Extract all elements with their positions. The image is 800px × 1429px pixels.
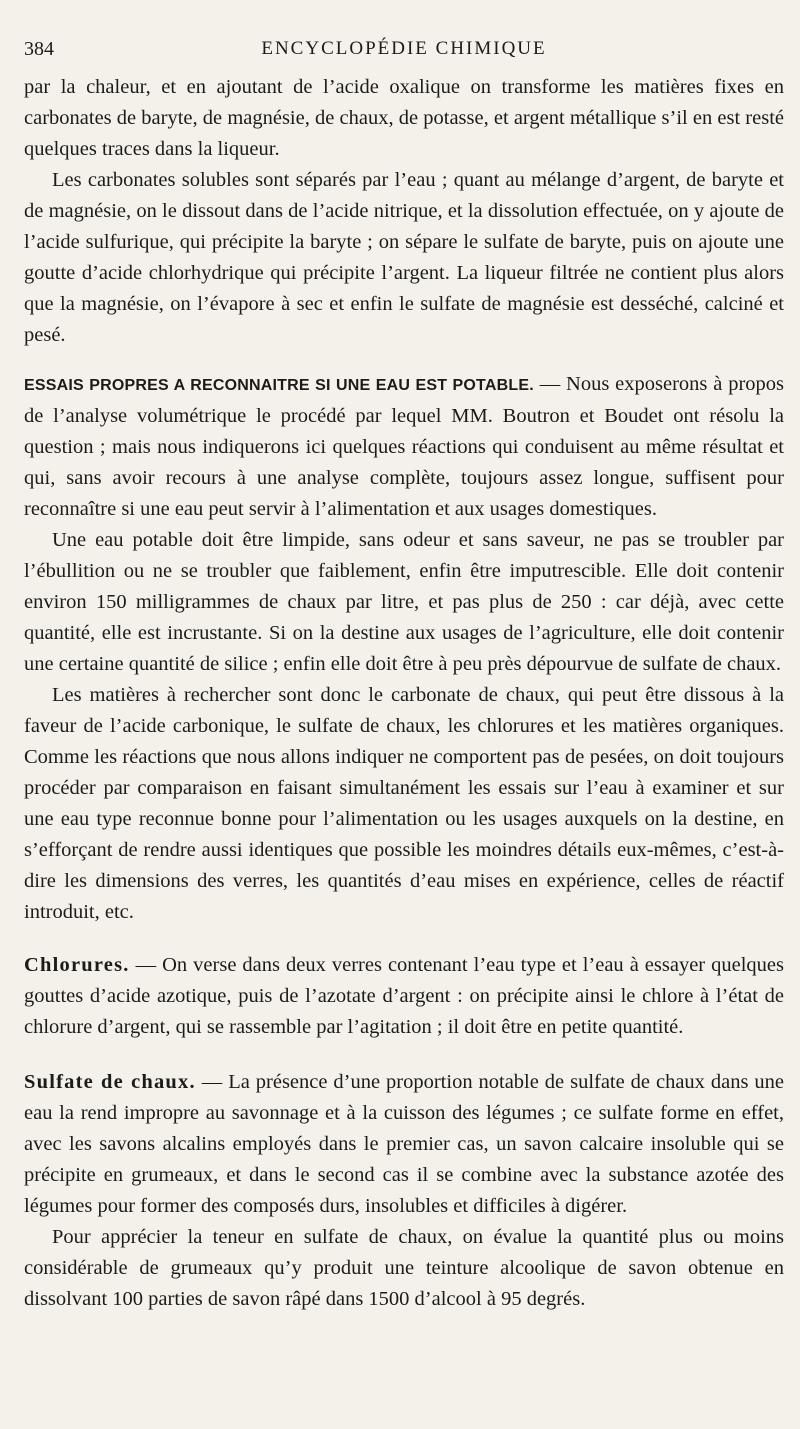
section-heading-sulfate: Sulfate de chaux. <box>24 1071 196 1093</box>
page <box>24 32 784 1315</box>
section-text-sulfate: — La présence d’une proportion notable de sulfate de chaux dans une eau la rend impropre au savonnage et à la cuisson des légumes ; ce sulfate forme en effet, avec les savons alcalins employés dans le premier cas, un savon calcaire insoluble qui se précipite en grumeaux, et dans le second cas il se combine avec la substance azotée des légumes pour former des composés durs, insolubles et difficiles à digérer. <box>24 1071 784 1217</box>
page-number: 384 <box>24 38 54 60</box>
section-heading-potable: ESSAIS PROPRES A RECONNAITRE SI UNE EAU EST POTABLE. <box>24 377 534 394</box>
section-text-potable: — Nous exposerons à propos de l’analyse volumétrique le procédé par lequel MM. Boutron et Boudet ont résolu la question ; mais nous indiquerons ici quelques réactions qui conduisent au même résultat et qui, sans avoir recours à une analyse complète, toujours assez longue, suffisent pour reconnaître si une eau peut servir à l’alimentation et aux usages domestiques. <box>24 373 784 520</box>
section-sulfate <box>24 1067 784 1222</box>
section-potable-water <box>24 369 784 525</box>
paragraph-continuation: par la chaleur, et en ajoutant de l’acide oxalique on transforme les matières fixes en carbonates de baryte, de magnésie, de chaux, de potasse, et argent métallique s’il en est resté quelques traces dans la liqueur. <box>24 76 784 160</box>
paragraph-appreciation: Pour apprécier la teneur en sulfate de chaux, on évalue la quantité plus ou moins considérable de grumeaux qu’y produit une teinture alcoolique de savon obtenue en dissolvant 100 parties de savon râpé dans 1500 d’alcool à 95 degrés. <box>24 1226 784 1310</box>
paragraph-carbonates: Les carbonates solubles sont séparés par l’eau ; quant au mélange d’argent, de baryte et de magnésie, on le dissout dans de l’acide nitrique, et la dissolution effectuée, on y ajoute de l’acide sulfurique, qui précipite la baryte ; on sépare le sulfate de baryte, puis on ajoute une goutte d’acide chlorhydrique qui précipite l’argent. La liqueur filtrée ne contient plus alors que la magnésie, on l’évapore à sec et enfin le sulfate de magnésie est desséché, calciné et pesé. <box>24 169 784 346</box>
section-chlorures <box>24 950 784 1043</box>
section-heading-chlorures: Chlorures. <box>24 954 130 976</box>
paragraph-eau-potable: Une eau potable doit être limpide, sans odeur et sans saveur, ne pas se troubler par l’ébullition ou ne se troubler que faiblement, enfin être imputrescible. Elle doit contenir environ 150 milligrammes de chaux par litre, et pas plus de 250 : car déjà, avec cette quantité, elle est incrustante. Si on la destine aux usages de l’agriculture, elle doit contenir une certaine quantité de silice ; enfin elle doit être à peu près dépourvue de sulfate de chaux. <box>24 529 784 675</box>
section-text-chlorures: — On verse dans deux verres contenant l’eau type et l’eau à essayer quelques gouttes d’acide azotique, puis de l’azotate d’argent : on précipite ainsi le chlore à l’état de chlorure d’argent, qui se rassemble par l’agitation ; il doit être en petite quantité. <box>24 954 784 1038</box>
page-header <box>24 32 784 72</box>
running-title: ENCYCLOPÉDIE CHIMIQUE <box>261 38 547 59</box>
paragraph-matieres: Les matières à rechercher sont donc le carbonate de chaux, qui peut être dissous à la faveur de l’acide carbonique, le sulfate de chaux, les chlorures et les matières organiques. Comme les réactions que nous allons indiquer ne comportent pas de pesées, on doit toujours procéder par comparaison en faisant simultanément les essais sur l’eau à examiner et sur une eau type reconnue bonne pour l’alimentation ou les usages auxquels on la destine, en s’efforçant de rendre aussi identiques que possible les moindres détails eux-mêmes, c’est-à-dire les dimensions des verres, les quantités d’eau mises en expérience, celles de réactif introduit, etc. <box>24 684 784 923</box>
